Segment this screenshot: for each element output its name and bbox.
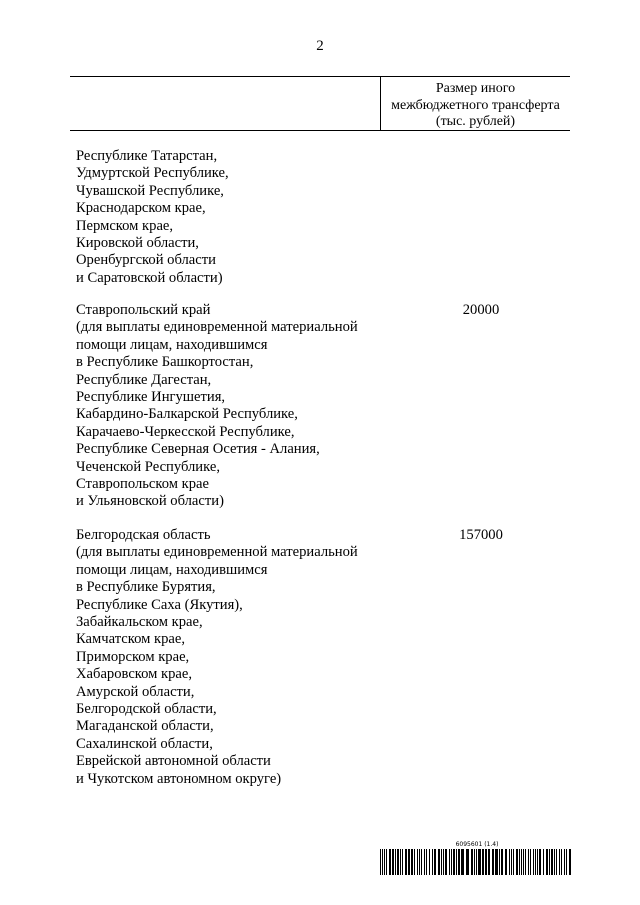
entry-text [76,302,406,511]
entry-line: Чувашской Республике, [76,182,224,199]
entry-line: помощи лицам, находившимся [76,336,268,353]
entry-line: и Чукотском автономном округе) [76,770,282,787]
entry-line: Приморском крае, [76,648,190,665]
amount-column-header [381,81,570,131]
entry-line: Кировской области, [76,235,199,252]
entry-region-name: Ставропольский край [76,302,211,318]
entry-belgorod [76,527,576,788]
entry-text [76,148,406,287]
entry-line: в Республике Бурятия, [76,579,216,596]
entry-line: Забайкальском крае, [76,614,203,631]
table-header [70,76,570,131]
entry-line: помощи лицам, находившимся [76,561,268,578]
amount-header-line: межбюджетного трансферта [391,97,560,113]
entry-line: Краснодарском крае, [76,200,206,217]
entry-line: Республике Дагестан, [76,371,212,388]
entry-line: и Ульяновской области) [76,493,224,510]
entry-line: Республике Саха (Якутия), [76,596,243,613]
entry-text [76,527,406,788]
amount-header-line: (тыс. рублей) [435,114,516,129]
entry-line: Белгородской области, [76,701,217,718]
barcode [380,841,574,877]
entry-line: Чеченской Республике, [76,458,220,475]
page-number: 2 [316,38,324,54]
barcode-graphic [380,849,574,875]
entry-line: Ставропольском крае [76,476,209,493]
entry-region-name: Белгородская область [76,527,211,543]
entry-amount: 157000 [459,527,503,543]
barcode-caption: 6095601 (1.4) [455,841,499,848]
entry-line: Камчатском крае, [76,631,185,648]
entry-line: Оренбургской области [76,252,216,269]
entry-line: Удмуртской Республике, [76,165,229,182]
entry-line: Республике Северная Осетия - Алания, [76,441,320,458]
entry-line: (для выплаты единовременной материальной [76,319,358,336]
entry-line: в Республике Башкортостан, [76,354,254,371]
entry-stavropol [76,302,576,511]
entry-continuation [76,148,576,287]
entry-line: Хабаровском крае, [76,666,193,683]
entry-line: Пермском крае, [76,217,174,234]
amount-header-line: Размер иного [435,81,516,96]
entry-line: и Саратовской области) [76,269,223,286]
entry-line: Республике Татарстан, [76,148,218,164]
entry-line: (для выплаты единовременной материальной [76,544,358,561]
entry-line: Кабардино-Балкарской Республике, [76,406,298,423]
entry-line: Карачаево-Черкесской Республике, [76,423,295,440]
entry-amount: 20000 [462,302,500,318]
entry-line: Магаданской области, [76,718,214,735]
entry-line: Еврейской автономной области [76,753,271,770]
entry-line: Республике Ингушетия, [76,389,226,406]
entry-line: Амурской области, [76,683,195,700]
entry-line: Сахалинской области, [76,735,213,752]
